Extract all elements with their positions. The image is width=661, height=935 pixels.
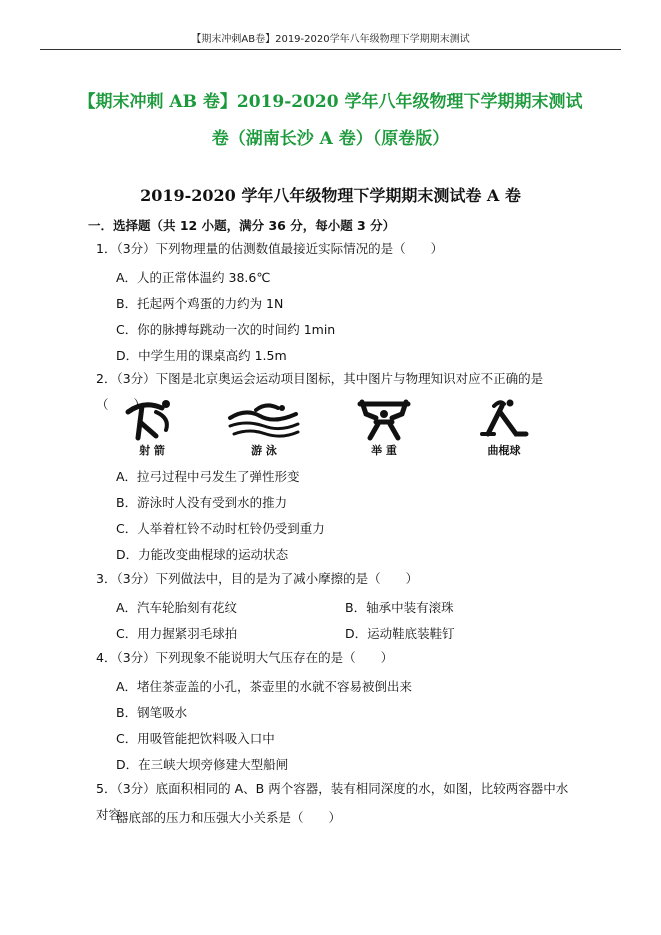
question-2-stem: 2．（3分）下图是北京奥运会运动项目图标，其中图片与物理知识对应不正确的是（ ） xyxy=(96,371,544,412)
section-heading: 一．选择题（共 12 小题，满分 36 分，每小题 3 分） xyxy=(88,218,396,233)
document-title-line-2: 卷（湖南长沙 A 卷）（原卷版） xyxy=(211,129,450,149)
page-header: 【期末冲刺AB卷】2019-2020学年八年级物理下学期期末测试 xyxy=(40,30,621,50)
weightlifting-pictogram xyxy=(344,398,424,464)
archery-icon xyxy=(122,398,182,442)
swimming-label: 游 泳 xyxy=(251,444,277,457)
question-4-option-a: A．堵住茶壶盖的小孔，茶壶里的水就不容易被倒出来 xyxy=(116,679,413,694)
exam-title: 2019-2020 学年八年级物理下学期期末测试卷 A 卷 xyxy=(140,186,521,205)
swimming-pictogram xyxy=(224,398,304,464)
question-1-option-a: A．人的正常体温约 38.6℃ xyxy=(116,270,271,285)
weightlifting-icon xyxy=(352,398,416,442)
question-5-stem-line-2: 器底部的压力和压强大小关系是（ ） xyxy=(116,810,342,825)
archery-pictogram xyxy=(112,398,192,464)
weightlifting-label: 举 重 xyxy=(371,444,397,457)
question-4-option-b: B．钢笔吸水 xyxy=(116,705,188,720)
question-3-stem: 3．（3分）下列做法中，目的是为了减小摩擦的是（ ） xyxy=(96,571,419,586)
question-1-stem: 1．（3分）下列物理量的估测数值最接近实际情况的是（ ） xyxy=(96,241,444,256)
swimming-icon xyxy=(226,398,302,442)
olympic-pictograms xyxy=(112,398,552,464)
hockey-label: 曲棍球 xyxy=(487,444,521,457)
hockey-icon xyxy=(474,398,534,442)
document-title xyxy=(70,84,591,158)
question-2-option-c: C．人举着杠铃不动时杠铃仍受到重力 xyxy=(116,521,325,536)
question-4-stem: 4．（3分）下列现象不能说明大气压存在的是（ ） xyxy=(96,650,394,665)
question-1-option-b: B．托起两个鸡蛋的力约为 1N xyxy=(116,296,284,311)
document-title-line-1: 【期末冲刺 AB 卷】2019-2020 学年八年级物理下学期期末测试 xyxy=(78,92,583,112)
question-5-stem-line-1: 5．（3分）底面积相同的 A、B 两个容器，装有相同深度的水，如图，比较两容器中水对容 xyxy=(96,781,569,822)
question-4-option-d: D．在三峡大坝旁修建大型船闸 xyxy=(116,757,289,772)
question-3-option-a: A．汽车轮胎刻有花纹 xyxy=(116,600,238,615)
question-1-option-d: D．中学生用的课桌高约 1.5m xyxy=(116,348,287,363)
archery-label: 射 箭 xyxy=(139,444,165,457)
question-2-option-b: B．游泳时人没有受到水的推力 xyxy=(116,495,288,510)
question-3-option-b: B．轴承中装有滚珠 xyxy=(345,600,454,615)
question-3-option-d: D．运动鞋底装鞋钉 xyxy=(345,626,455,641)
question-3-option-c: C．用力握紧羽毛球拍 xyxy=(116,626,238,641)
hockey-pictogram xyxy=(464,398,544,464)
question-1-option-c: C．你的脉搏每跳动一次的时间约 1min xyxy=(116,322,336,337)
question-4-option-c: C．用吸管能把饮料吸入口中 xyxy=(116,731,275,746)
question-2-option-a: A．拉弓过程中弓发生了弹性形变 xyxy=(116,469,300,484)
question-2-option-d: D．力能改变曲棍球的运动状态 xyxy=(116,547,289,562)
